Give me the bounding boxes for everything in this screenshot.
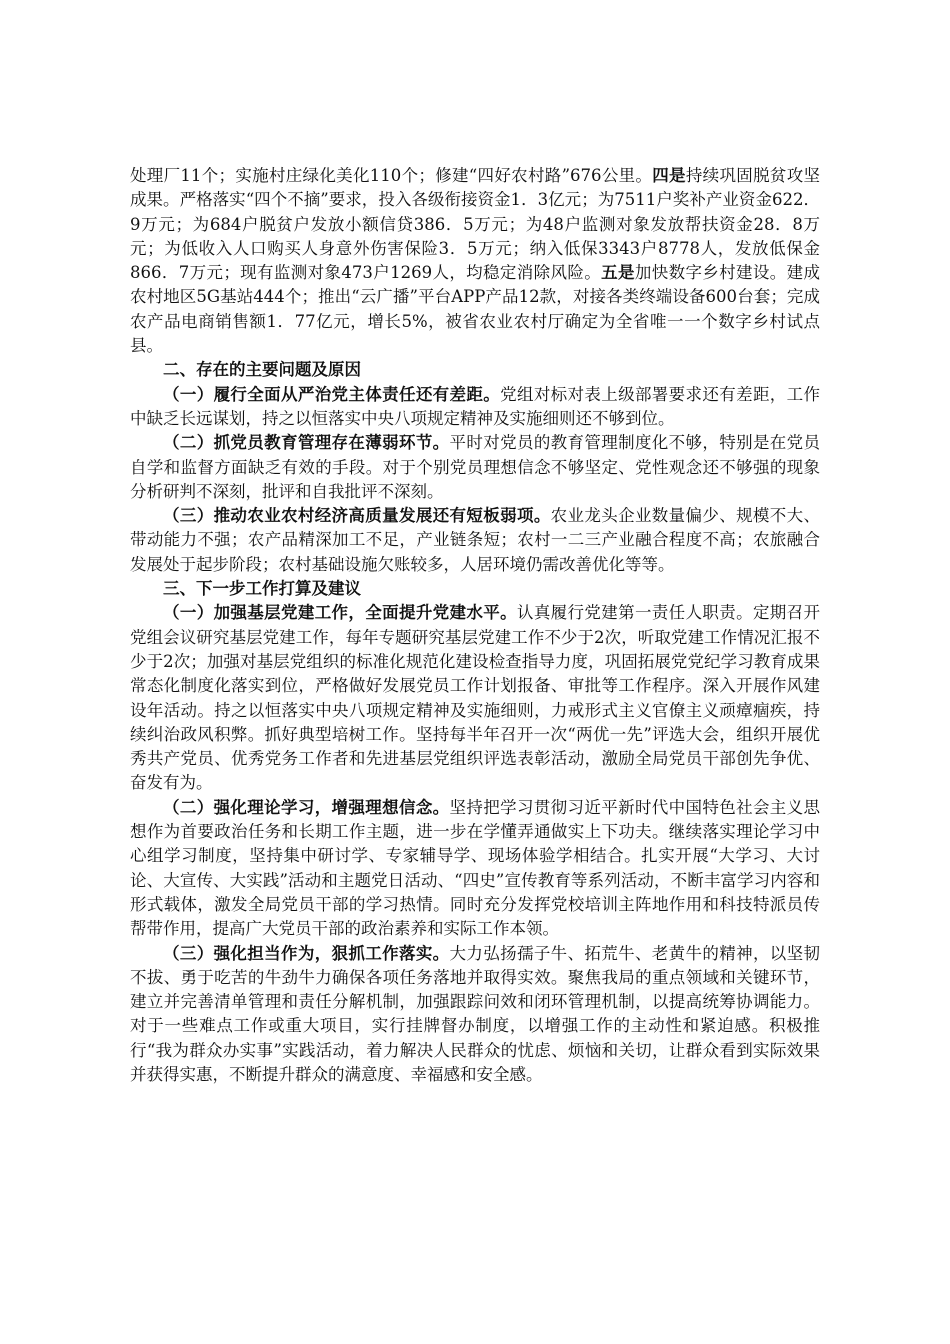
document-body: [130, 164, 820, 1087]
problem-paragraph-3: [130, 504, 820, 577]
paragraph-text: 加快数字乡村建设。建成农村地区5G基站444个；推出“云广播”平台APP产品12款，对接各类终端设备600台套；完成农产品电商销售额1．77亿元，增长5%，被省农业农村厅确定为全省唯一一个数字乡村试点县。: [130, 263, 820, 356]
paragraph-lead: （三）推动农业农村经济高质量发展还有短板弱项。: [163, 506, 551, 526]
plan-paragraph-3: [130, 942, 820, 1088]
paragraph-text: 处理厂11个；实施村庄绿化美化110个；修建“四好农村路”676公里。: [130, 166, 653, 185]
section-heading-next-steps: 三、下一步工作打算及建议: [163, 579, 361, 599]
bold-marker-four: 四是: [652, 166, 686, 185]
paragraph-text: 持续巩固脱贫攻坚成果。严格落实“四个不摘”要求，投入各级衔接资金1．3亿元；为7511户奖补产业资金622．9万元；为684户脱贫户发放小额信贷386．5万元；为48户监测对象发放帮扶资金28．8万元；为低收入人口购买人身意外伤害保险3．5万元；纳入低保3343户8778人，发放低保金866．7万元；现有监测对象473户1269人，均稳定消除风险。: [130, 166, 821, 283]
paragraph-text: 认真履行党建第一责任人职责。定期召开党组会议研究基层党建工作，每年专题研究基层党建工作不少于2次，听取党建工作情况汇报不少于2次；加强对基层党组织的标准化规范化建设检查指导力度，巩固拓展党党纪学习教育成果常态化制度化落实到位，严格做好发展党员工作计划报备、审批等工作程序。深入开展作风建设年活动。持之以恒落实中央八项规定精神及实施细则，力戒形式主义官僚主义顽瘴痼疾，持续纠治政风积弊。抓好典型培树工作。坚持每半年召开一次“两优一先”评选大会，组织开展优秀共产党员、优秀党务工作者和先进基层党组织评选表彰活动，激励全局党员干部创先争优、奋发有为。: [130, 603, 821, 793]
bold-marker-five: 五是: [601, 263, 635, 283]
paragraph-text: 坚持把学习贯彻习近平新时代中国特色社会主义思想作为首要政治任务和长期工作主题，进一步在学懂弄通做实上下功夫。继续落实理论学习中心组学习制度，坚持集中研讨学、专家辅导学、现场体验学相结合。扎实开展“大学习、大讨论、大宣传、大实践”活动和主题党日活动、“四史”宣传教育等系列活动，不断丰富学习内容和形式载体，激发全局党员干部的学习热情。同时充分发挥党校培训主阵地作用和科技特派员传帮带作用，提高广大党员干部的政治素养和实际工作本领。: [130, 797, 821, 939]
paragraph-achievements-tail: [130, 164, 820, 358]
paragraph-text: 大力弘扬孺子牛、拓荒牛、老黄牛的精神，以坚韧不拔、勇于吃苦的牛劲牛力确保各项任务落地并取得实效。聚焦我局的重点领域和关键环节，建立并完善清单管理和责任分解机制，加强跟踪问效和闭环管理机制，以提高统筹协调能力。对于一些难点工作或重大项目，实行挂牌督办制度，以增强工作的主动性和紧迫感。积极推行“我为群众办实事”实践活动，着力解决人民群众的忧虑、烦恼和关切，让群众看到实际效果并获得实惠，不断提升群众的满意度、幸福感和安全感。: [130, 943, 821, 1084]
paragraph-lead: （二）强化理论学习，增强理想信念。: [163, 797, 450, 817]
paragraph-lead: （三）强化担当作为，狠抓工作落实。: [163, 943, 450, 963]
plan-paragraph-2: [130, 796, 820, 942]
paragraph-lead: （二）抓党员教育管理存在薄弱环节。: [163, 433, 450, 453]
paragraph-text: 平时对党员的教育管理制度化不够，特别是在党员自学和监督方面缺乏有效的手段。对于个别党员理想信念不够坚定、党性观念还不够强的现象分析研判不深刻，批评和自我批评不深刻。: [130, 433, 821, 501]
problem-paragraph-2: [130, 431, 820, 504]
section-heading-problems: 二、存在的主要问题及原因: [163, 360, 361, 380]
problem-paragraph-1: [130, 383, 820, 432]
paragraph-lead: （一）加强基层党建工作，全面提升党建水平。: [163, 603, 517, 623]
paragraph-text: 农业龙头企业数量偏少、规模不大、带动能力不强；农产品精深加工不足，产业链条短；农村一二三产业融合程度不高；农旅融合发展处于起步阶段；农村基础设施欠账较多，人居环境仍需改善优化等等。: [130, 506, 821, 574]
paragraph-lead: （一）履行全面从严治党主体责任还有差距。: [163, 384, 501, 404]
plan-paragraph-1: [130, 601, 820, 795]
paragraph-text: 党组对标对表上级部署要求还有差距，工作中缺乏长远谋划，持之以恒落实中央八项规定精神及实施细则还不够到位。: [130, 384, 821, 428]
